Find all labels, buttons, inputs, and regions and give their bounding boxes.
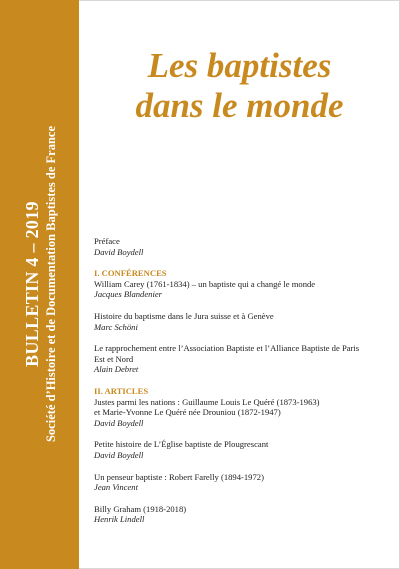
entry-title: Billy Graham (1918-2018): [94, 503, 187, 514]
toc-entry-preface: [94, 236, 390, 257]
entry-author: Henrik Lindell: [94, 514, 145, 525]
toc-entry: [94, 311, 390, 332]
entry-title: Le rapprochement entre l’Association Baptiste et l’Alliance Baptiste de Paris: [94, 343, 360, 354]
title-line-2: dans le monde: [135, 86, 344, 125]
entry-title: Préface: [94, 236, 120, 246]
toc-entry: [94, 397, 390, 429]
toc-entry: [94, 504, 390, 525]
entry-title: Un penseur baptiste : Robert Farelly (1894-1972): [94, 471, 264, 482]
entry-author: Marc Schöni: [94, 321, 138, 332]
entry-title: Justes parmi les nations : Guillaume Louis Le Quéré (1873-1963): [94, 396, 320, 407]
entry-title-continued: et Marie-Yvonne Le Quéré née Drouniou (1872-1947): [94, 407, 281, 418]
entry-title: William Carey (1761-1834) – un baptiste qui a changé le monde: [94, 278, 316, 289]
toc-entry: [94, 279, 390, 300]
table-of-contents: [94, 236, 390, 536]
section-heading-articles: II. ARTICLES: [94, 385, 149, 396]
entry-title: Petite histoire de L’Église baptiste de Plougrescant: [94, 439, 269, 450]
entry-author: David Boydell: [94, 449, 144, 460]
entry-author: David Boydell: [94, 417, 144, 428]
toc-entry: [94, 439, 390, 460]
title-line-1: Les baptistes: [147, 46, 332, 85]
spine-band: [0, 0, 79, 569]
entry-title-continued: Est et Nord: [94, 353, 134, 364]
society-name: Société d’Histoire et de Documentation Baptistes de France: [44, 125, 58, 443]
entry-author: Jacques Blandenier: [94, 289, 163, 300]
entry-author: Jean Vincent: [94, 482, 138, 493]
entry-author: David Boydell: [94, 246, 144, 257]
section-heading-conferences: I. CONFÉRENCES: [94, 268, 167, 279]
bulletin-number: BULLETIN 4 – 2019: [22, 201, 42, 367]
cover-title: [79, 46, 400, 126]
spine-text: [21, 126, 59, 442]
entry-author: Alain Debret: [94, 364, 139, 375]
toc-entry: [94, 472, 390, 493]
entry-title: Histoire du baptisme dans le Jura suisse et à Genève: [94, 310, 274, 321]
toc-entry: [94, 343, 390, 375]
